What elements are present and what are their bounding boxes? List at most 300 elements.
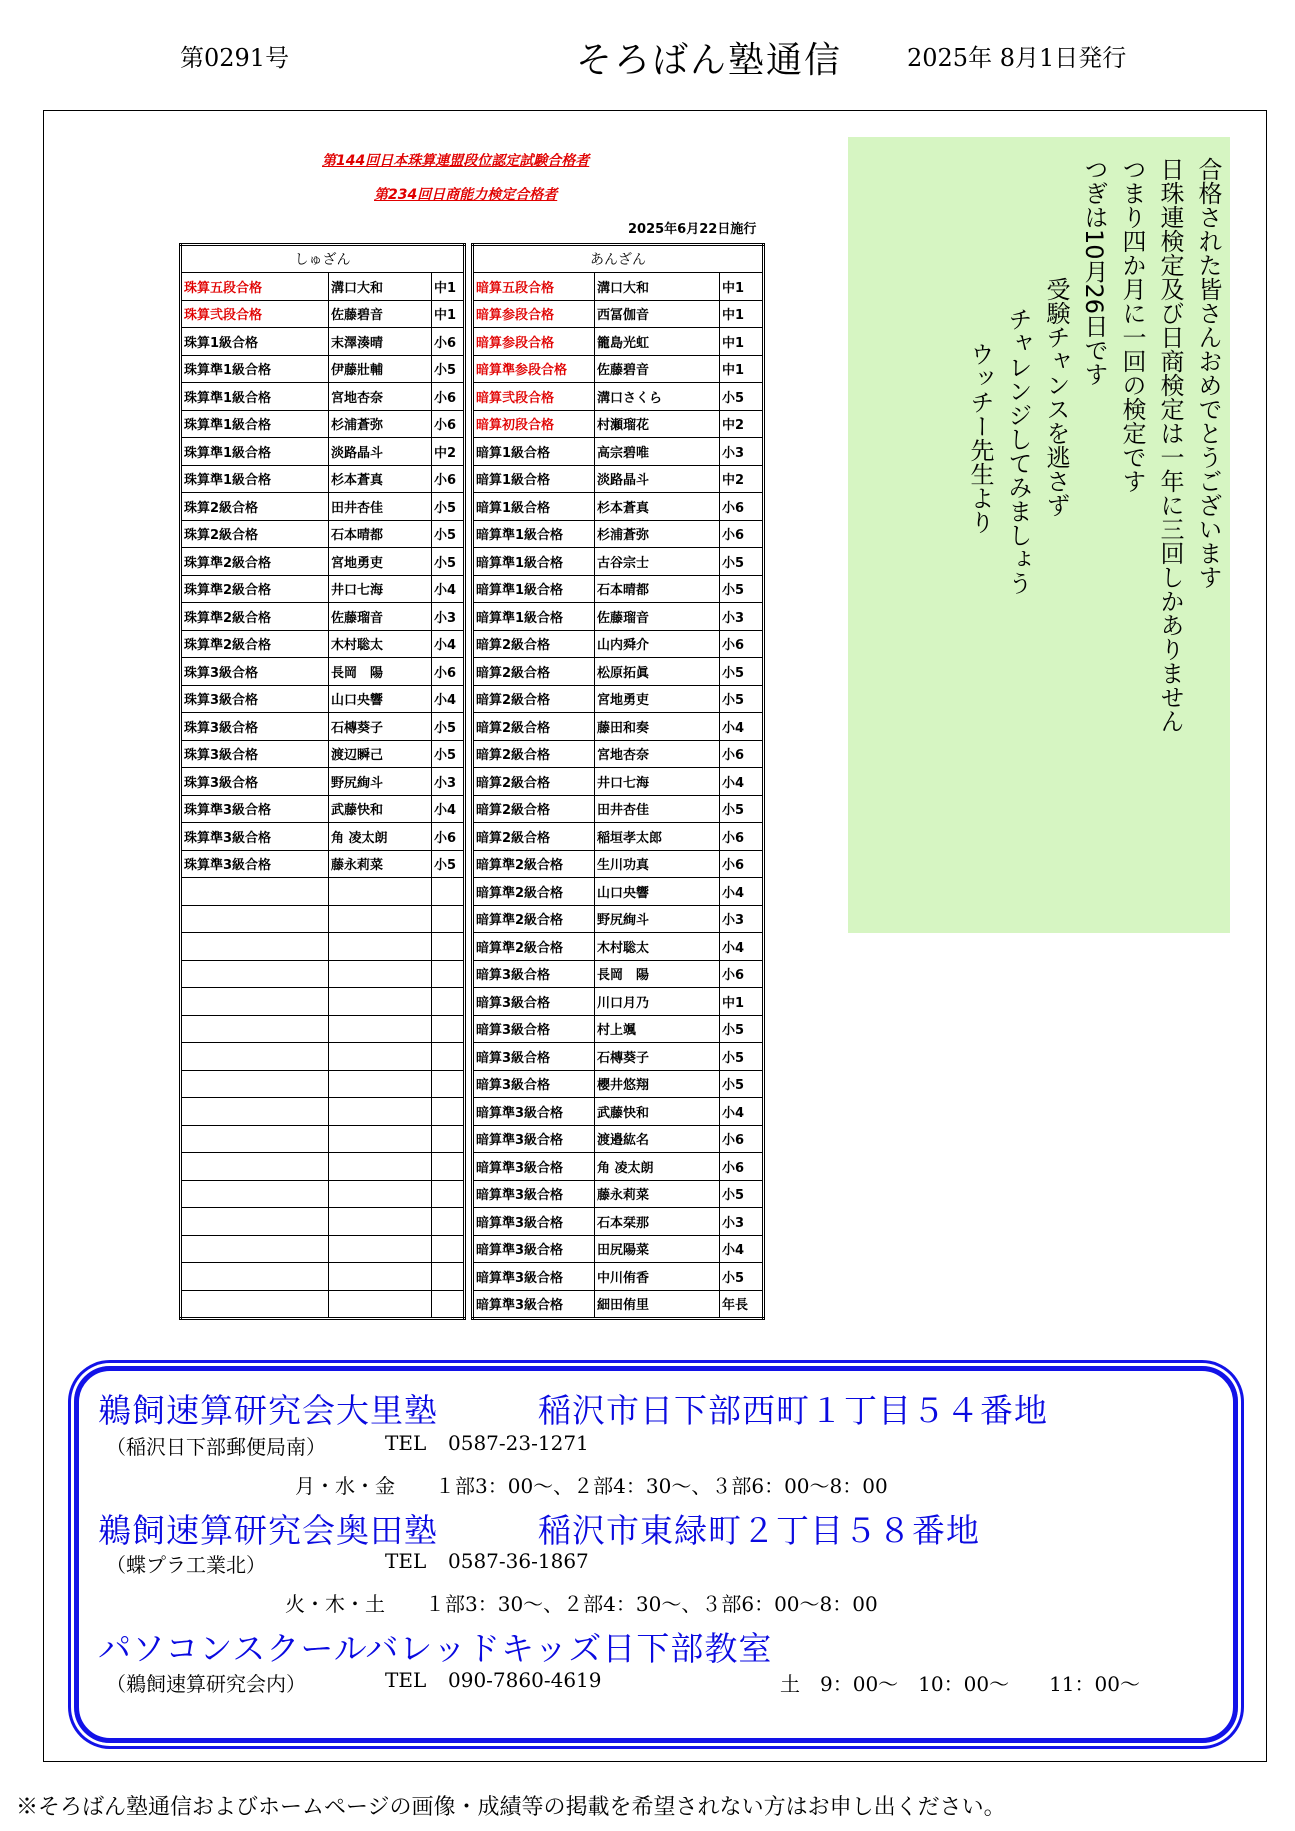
held-date: 2025年6月22日施行 <box>628 222 757 237</box>
grade-cell: 珠算準1級合格 <box>181 383 329 411</box>
grade-cell: 珠算弐段合格 <box>181 300 329 328</box>
school-year-cell: 小4 <box>720 933 764 961</box>
anzan-row <box>473 905 764 933</box>
school-3-tel-label: TEL <box>385 1668 427 1692</box>
message-line: 受験チャンスを逃さず <box>1042 277 1070 517</box>
footer-notice: ※そろばん塾通信およびホームページの画像・成績等の掲載を希望されない方はお申し出ください。 <box>16 1795 1006 1820</box>
name-cell <box>329 1208 432 1236</box>
name-cell: 稲垣孝太郎 <box>595 823 720 851</box>
school-year-cell <box>432 1290 465 1319</box>
name-cell <box>329 1235 432 1263</box>
name-cell: 村上颯 <box>595 1015 720 1043</box>
shuzan-row <box>181 1043 465 1071</box>
shuzan-row <box>181 768 465 796</box>
grade-cell: 暗算準3級合格 <box>473 1180 595 1208</box>
grade-cell: 暗算2級合格 <box>473 795 595 823</box>
shuzan-row <box>181 658 465 686</box>
name-cell: 櫻井悠翔 <box>595 1070 720 1098</box>
anzan-table <box>471 243 765 1320</box>
grade-cell: 暗算五段合格 <box>473 273 595 301</box>
grade-cell: 暗算3級合格 <box>473 960 595 988</box>
grade-cell: 珠算3級合格 <box>181 713 329 741</box>
shuzan-row <box>181 300 465 328</box>
grade-cell: 珠算準3級合格 <box>181 850 329 878</box>
school-year-cell: 小5 <box>720 575 764 603</box>
grade-cell: 暗算初段合格 <box>473 410 595 438</box>
anzan-row <box>473 630 764 658</box>
name-cell <box>329 1263 432 1291</box>
school-year-cell <box>432 878 465 906</box>
grade-cell: 暗算準1級合格 <box>473 603 595 631</box>
grade-cell <box>181 1043 329 1071</box>
school-year-cell: 中2 <box>720 465 764 493</box>
anzan-row <box>473 520 764 548</box>
grade-cell: 暗算準2級合格 <box>473 905 595 933</box>
grade-cell: 珠算準2級合格 <box>181 548 329 576</box>
anzan-row <box>473 548 764 576</box>
shuzan-row <box>181 1235 465 1263</box>
anzan-row <box>473 850 764 878</box>
grade-cell <box>181 1015 329 1043</box>
name-cell: 藤田和奏 <box>595 713 720 741</box>
grade-cell <box>181 933 329 961</box>
message-line: チャレンジしてみましょう <box>1004 307 1032 595</box>
grade-cell: 暗算準3級合格 <box>473 1208 595 1236</box>
name-cell: 藤永莉菜 <box>329 850 432 878</box>
school-3-note: （鵜飼速算研究会内） <box>106 1672 306 1696</box>
name-cell: 武藤快和 <box>595 1098 720 1126</box>
issue-date: 2025年 8月1日発行 <box>907 44 1127 72</box>
school-year-cell: 小5 <box>432 493 465 521</box>
anzan-row <box>473 740 764 768</box>
school-year-cell <box>432 1180 465 1208</box>
shuzan-row <box>181 795 465 823</box>
anzan-row <box>473 410 764 438</box>
anzan-row <box>473 1290 764 1319</box>
name-cell: 石槫葵子 <box>329 713 432 741</box>
name-cell: 野尻絢斗 <box>595 905 720 933</box>
name-cell: 宮地杏奈 <box>595 740 720 768</box>
name-cell: 藤永莉菜 <box>595 1180 720 1208</box>
shuzan-row <box>181 603 465 631</box>
shuzan-row <box>181 988 465 1016</box>
name-cell: 山口央響 <box>595 878 720 906</box>
school-year-cell <box>432 1153 465 1181</box>
name-cell: 佐藤瑠音 <box>329 603 432 631</box>
anzan-row <box>473 768 764 796</box>
grade-cell: 暗算1級合格 <box>473 438 595 466</box>
school-2-name: 鵜飼速算研究会奥田塾 <box>98 1511 438 1550</box>
name-cell: 田井杏佳 <box>595 795 720 823</box>
anzan-row <box>473 658 764 686</box>
grade-cell <box>181 1290 329 1319</box>
grade-cell: 暗算弐段合格 <box>473 383 595 411</box>
grade-cell: 暗算2級合格 <box>473 768 595 796</box>
school-year-cell: 中1 <box>432 273 465 301</box>
anzan-row <box>473 823 764 851</box>
school-year-cell <box>432 1098 465 1126</box>
shuzan-row <box>181 685 465 713</box>
school-2-schedule: 火・木・土 １部3：30〜、２部4：30〜、３部6：00〜8：00 <box>285 1592 878 1616</box>
grade-cell <box>181 1153 329 1181</box>
grade-cell <box>181 878 329 906</box>
name-cell: 溝口大和 <box>595 273 720 301</box>
name-cell: 渡辺瞬己 <box>329 740 432 768</box>
name-cell: 溝口大和 <box>329 273 432 301</box>
school-year-cell: 小5 <box>720 658 764 686</box>
grade-cell: 暗算1級合格 <box>473 465 595 493</box>
name-cell <box>329 933 432 961</box>
anzan-row <box>473 1235 764 1263</box>
anzan-row <box>473 795 764 823</box>
name-cell: 石本晴都 <box>329 520 432 548</box>
shuzan-row <box>181 438 465 466</box>
shuzan-row <box>181 465 465 493</box>
school-year-cell: 小5 <box>720 1015 764 1043</box>
name-cell: 木村聡太 <box>329 630 432 658</box>
shuzan-row <box>181 355 465 383</box>
school-year-cell <box>432 1015 465 1043</box>
school-year-cell: 中1 <box>432 300 465 328</box>
anzan-row <box>473 465 764 493</box>
name-cell: 杉浦蒼弥 <box>595 520 720 548</box>
name-cell: 古谷宗士 <box>595 548 720 576</box>
name-cell: 長岡 陽 <box>595 960 720 988</box>
name-cell: 山内舜介 <box>595 630 720 658</box>
shuzan-row <box>181 933 465 961</box>
school-year-cell: 小3 <box>720 438 764 466</box>
name-cell: 川口月乃 <box>595 988 720 1016</box>
anzan-row <box>473 933 764 961</box>
name-cell <box>329 1015 432 1043</box>
message-box <box>848 137 1230 933</box>
shuzan-row <box>181 1180 465 1208</box>
anzan-row <box>473 878 764 906</box>
name-cell: 野尻絢斗 <box>329 768 432 796</box>
school-year-cell: 小3 <box>720 603 764 631</box>
school-year-cell <box>432 1235 465 1263</box>
anzan-row <box>473 603 764 631</box>
shuzan-row <box>181 878 465 906</box>
grade-cell: 暗算準2級合格 <box>473 933 595 961</box>
shuzan-row <box>181 1015 465 1043</box>
shuzan-row <box>181 383 465 411</box>
grade-cell <box>181 1070 329 1098</box>
name-cell: 石本栞那 <box>595 1208 720 1236</box>
shuzan-row <box>181 850 465 878</box>
shuzan-row <box>181 740 465 768</box>
message-signature: ウッチー先生より <box>966 342 994 534</box>
school-year-cell: 小6 <box>432 410 465 438</box>
grade-cell <box>181 1098 329 1126</box>
school-year-cell: 中1 <box>720 988 764 1016</box>
school-3-schedule: 土 9：00〜 10：00〜 11：00〜 <box>780 1672 1140 1696</box>
school-year-cell: 小6 <box>432 465 465 493</box>
name-cell: 中川侑香 <box>595 1263 720 1291</box>
school-year-cell: 小6 <box>432 658 465 686</box>
anzan-row <box>473 328 764 356</box>
school-year-cell <box>432 988 465 1016</box>
name-cell: 宮地杏奈 <box>329 383 432 411</box>
school-year-cell <box>432 1125 465 1153</box>
grade-cell <box>181 960 329 988</box>
grade-cell <box>181 1208 329 1236</box>
school-1-tel-label: TEL <box>385 1431 427 1455</box>
name-cell <box>329 905 432 933</box>
school-year-cell <box>432 1208 465 1236</box>
school-year-cell: 小3 <box>432 768 465 796</box>
grade-cell: 珠算準3級合格 <box>181 823 329 851</box>
school-year-cell: 小6 <box>432 328 465 356</box>
name-cell: 杉本蒼真 <box>595 493 720 521</box>
name-cell <box>329 1125 432 1153</box>
school-year-cell: 小5 <box>432 355 465 383</box>
grade-cell: 珠算3級合格 <box>181 740 329 768</box>
school-year-cell: 小5 <box>720 548 764 576</box>
grade-cell: 珠算五段合格 <box>181 273 329 301</box>
grade-cell: 暗算2級合格 <box>473 685 595 713</box>
name-cell <box>329 988 432 1016</box>
name-cell: 田井杏佳 <box>329 493 432 521</box>
name-cell: 細田侑里 <box>595 1290 720 1319</box>
name-cell: 籠島光虹 <box>595 328 720 356</box>
name-cell: 井口七海 <box>595 768 720 796</box>
school-year-cell: 小6 <box>720 630 764 658</box>
name-cell: 武藤快和 <box>329 795 432 823</box>
grade-cell <box>181 988 329 1016</box>
school-year-cell: 中1 <box>720 273 764 301</box>
school-year-cell: 小6 <box>432 823 465 851</box>
name-cell <box>329 878 432 906</box>
name-cell <box>329 960 432 988</box>
name-cell <box>329 1098 432 1126</box>
name-cell: 佐藤碧音 <box>329 300 432 328</box>
school-year-cell: 小4 <box>720 878 764 906</box>
grade-cell: 暗算2級合格 <box>473 823 595 851</box>
name-cell: 杉本蒼真 <box>329 465 432 493</box>
name-cell: 末澤湊晴 <box>329 328 432 356</box>
name-cell: 佐藤碧音 <box>595 355 720 383</box>
school-2-tel: 0587-36-1867 <box>448 1549 589 1573</box>
grade-cell: 暗算準3級合格 <box>473 1153 595 1181</box>
school-year-cell: 小6 <box>720 740 764 768</box>
school-year-cell: 小5 <box>432 520 465 548</box>
grade-cell: 珠算準3級合格 <box>181 795 329 823</box>
anzan-row <box>473 355 764 383</box>
name-cell <box>329 1043 432 1071</box>
name-cell <box>329 1290 432 1319</box>
shuzan-row <box>181 1098 465 1126</box>
anzan-row <box>473 685 764 713</box>
school-year-cell: 小6 <box>432 383 465 411</box>
anzan-row <box>473 988 764 1016</box>
grade-cell <box>181 1235 329 1263</box>
grade-cell: 暗算準1級合格 <box>473 575 595 603</box>
school-year-cell: 小6 <box>720 823 764 851</box>
shuzan-row <box>181 960 465 988</box>
name-cell: 伊藤壯輔 <box>329 355 432 383</box>
school-year-cell: 小4 <box>432 575 465 603</box>
school-year-cell: 小6 <box>720 493 764 521</box>
results-title-2: 第234回日商能力検定合格者 <box>374 187 558 203</box>
school-year-cell: 小5 <box>720 1043 764 1071</box>
shuzan-row <box>181 1070 465 1098</box>
shuzan-row <box>181 1208 465 1236</box>
name-cell: 山口央響 <box>329 685 432 713</box>
name-cell: 石本晴都 <box>595 575 720 603</box>
name-cell: 宮地勇吏 <box>329 548 432 576</box>
school-year-cell: 小3 <box>720 1208 764 1236</box>
name-cell: 淡路晶斗 <box>329 438 432 466</box>
school-year-cell: 年長 <box>720 1290 764 1319</box>
grade-cell: 暗算参段合格 <box>473 328 595 356</box>
grade-cell: 珠算準1級合格 <box>181 438 329 466</box>
school-year-cell: 中1 <box>720 355 764 383</box>
grade-cell: 珠算1級合格 <box>181 328 329 356</box>
anzan-row <box>473 383 764 411</box>
shuzan-row <box>181 410 465 438</box>
grade-cell <box>181 1180 329 1208</box>
grade-cell: 暗算準3級合格 <box>473 1290 595 1319</box>
grade-cell: 暗算3級合格 <box>473 1043 595 1071</box>
grade-cell: 暗算2級合格 <box>473 740 595 768</box>
school-year-cell: 小5 <box>720 1070 764 1098</box>
school-year-cell: 小6 <box>720 520 764 548</box>
grade-cell: 暗算3級合格 <box>473 1015 595 1043</box>
name-cell: 松原拓眞 <box>595 658 720 686</box>
shuzan-row <box>181 713 465 741</box>
anzan-row <box>473 1263 764 1291</box>
school-year-cell: 小6 <box>720 960 764 988</box>
school-year-cell: 小6 <box>720 1153 764 1181</box>
shuzan-row <box>181 630 465 658</box>
grade-cell: 暗算2級合格 <box>473 658 595 686</box>
school-2-tel-label: TEL <box>385 1549 427 1573</box>
school-year-cell: 小4 <box>720 1235 764 1263</box>
school-year-cell: 小4 <box>432 630 465 658</box>
shuzan-row <box>181 493 465 521</box>
newsletter-title: そろばん塾通信 <box>576 40 843 81</box>
grade-cell: 暗算準1級合格 <box>473 520 595 548</box>
name-cell: 高宗碧唯 <box>595 438 720 466</box>
name-cell <box>329 1153 432 1181</box>
grade-cell <box>181 1263 329 1291</box>
school-year-cell: 小4 <box>432 795 465 823</box>
anzan-row <box>473 1043 764 1071</box>
name-cell: 佐藤瑠音 <box>595 603 720 631</box>
school-year-cell: 小5 <box>432 548 465 576</box>
name-cell: 西冨伽音 <box>595 300 720 328</box>
grade-cell: 珠算3級合格 <box>181 768 329 796</box>
school-year-cell: 小5 <box>720 795 764 823</box>
grade-cell <box>181 905 329 933</box>
grade-cell: 暗算1級合格 <box>473 493 595 521</box>
anzan-row <box>473 1070 764 1098</box>
grade-cell: 暗算2級合格 <box>473 630 595 658</box>
name-cell: 田尻陽菜 <box>595 1235 720 1263</box>
anzan-header: あんざん <box>473 245 764 273</box>
shuzan-row <box>181 1125 465 1153</box>
name-cell: 石槫葵子 <box>595 1043 720 1071</box>
anzan-row <box>473 1098 764 1126</box>
school-2-address: 稲沢市東緑町２丁目５８番地 <box>538 1511 980 1550</box>
school-year-cell: 中1 <box>720 328 764 356</box>
school-1-address: 稲沢市日下部西町１丁目５４番地 <box>538 1391 1048 1430</box>
grade-cell: 暗算準参段合格 <box>473 355 595 383</box>
school-1-name: 鵜飼速算研究会大里塾 <box>98 1391 438 1430</box>
school-year-cell: 小5 <box>720 1180 764 1208</box>
shuzan-row <box>181 1263 465 1291</box>
message-line: つまり四か月に一回の検定です <box>1118 157 1146 493</box>
shuzan-row <box>181 575 465 603</box>
name-cell: 杉浦蒼弥 <box>329 410 432 438</box>
anzan-row <box>473 1153 764 1181</box>
anzan-row <box>473 1180 764 1208</box>
school-year-cell: 小5 <box>720 685 764 713</box>
name-cell <box>329 1070 432 1098</box>
school-year-cell: 小3 <box>720 905 764 933</box>
school-year-cell: 小5 <box>432 740 465 768</box>
shuzan-header: しゅざん <box>181 245 465 273</box>
grade-cell: 珠算準1級合格 <box>181 465 329 493</box>
school-year-cell: 中2 <box>432 438 465 466</box>
grade-cell: 暗算準3級合格 <box>473 1098 595 1126</box>
school-year-cell: 小4 <box>720 1098 764 1126</box>
school-1-tel: 0587-23-1271 <box>448 1431 589 1455</box>
school-year-cell: 小5 <box>432 850 465 878</box>
name-cell: 渡邉紘名 <box>595 1125 720 1153</box>
shuzan-row <box>181 1153 465 1181</box>
name-cell <box>329 1180 432 1208</box>
anzan-row <box>473 438 764 466</box>
school-year-cell <box>432 960 465 988</box>
school-year-cell: 小5 <box>720 1263 764 1291</box>
school-year-cell: 小6 <box>720 1125 764 1153</box>
grade-cell: 珠算3級合格 <box>181 658 329 686</box>
name-cell: 長岡 陽 <box>329 658 432 686</box>
name-cell: 村瀬瑠花 <box>595 410 720 438</box>
school-1-note: （稲沢日下部郵便局南） <box>106 1435 326 1459</box>
school-year-cell: 中2 <box>720 410 764 438</box>
school-year-cell <box>432 1043 465 1071</box>
name-cell: 淡路晶斗 <box>595 465 720 493</box>
grade-cell: 暗算準3級合格 <box>473 1235 595 1263</box>
grade-cell: 暗算準3級合格 <box>473 1263 595 1291</box>
anzan-row <box>473 273 764 301</box>
anzan-row <box>473 300 764 328</box>
name-cell: 木村聡太 <box>595 933 720 961</box>
grade-cell: 珠算2級合格 <box>181 520 329 548</box>
shuzan-row <box>181 823 465 851</box>
school-year-cell: 小4 <box>720 713 764 741</box>
grade-cell: 珠算準2級合格 <box>181 630 329 658</box>
school-year-cell <box>432 905 465 933</box>
grade-cell: 珠算準1級合格 <box>181 355 329 383</box>
grade-cell: 珠算2級合格 <box>181 493 329 521</box>
anzan-row <box>473 960 764 988</box>
school-year-cell: 小6 <box>720 850 764 878</box>
shuzan-row <box>181 548 465 576</box>
name-cell: 角 凌太朗 <box>329 823 432 851</box>
school-2-note: （蝶プラ工業北） <box>106 1553 266 1577</box>
grade-cell: 暗算参段合格 <box>473 300 595 328</box>
grade-cell: 暗算準3級合格 <box>473 1125 595 1153</box>
grade-cell <box>181 1125 329 1153</box>
school-3-tel: 090-7860-4619 <box>448 1668 602 1692</box>
grade-cell: 暗算2級合格 <box>473 713 595 741</box>
school-year-cell: 中1 <box>720 300 764 328</box>
name-cell: 宮地勇吏 <box>595 685 720 713</box>
